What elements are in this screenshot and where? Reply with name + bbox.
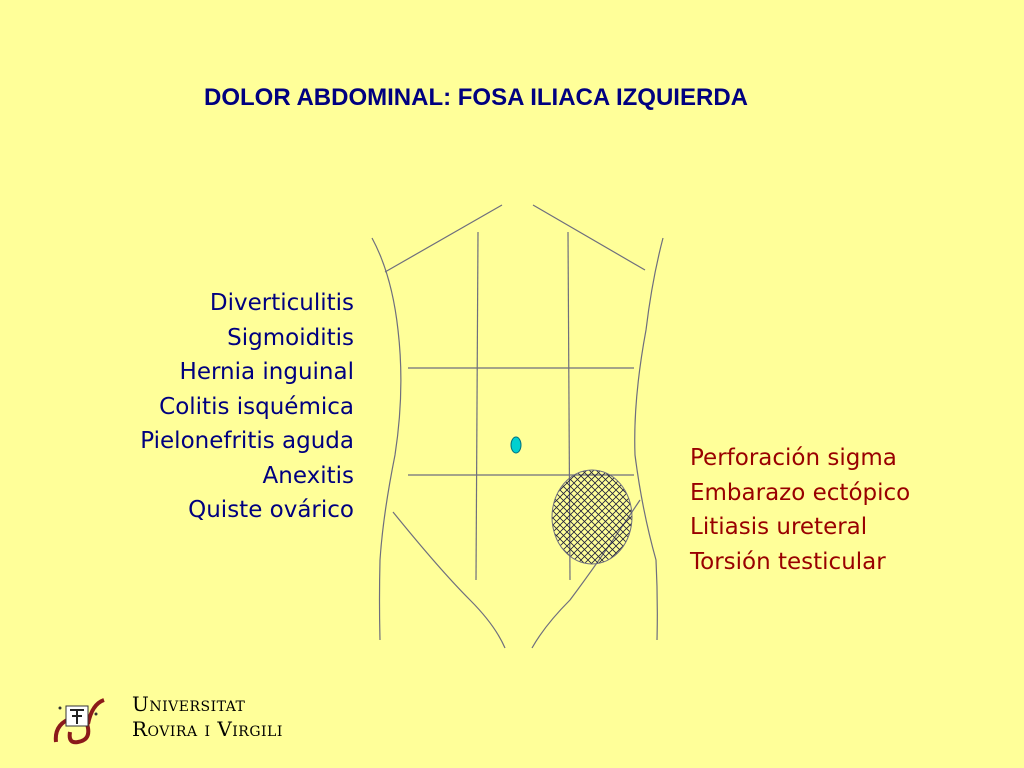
ribcage-right-line <box>533 205 645 270</box>
left-diagnosis-item: Pielonefritis aguda <box>140 428 354 454</box>
right-diagnosis-item: Torsión testicular <box>690 548 886 575</box>
torso-left-contour <box>372 238 401 640</box>
left-diagnosis-item: Anexitis <box>262 462 354 489</box>
groin-left-line <box>393 512 505 648</box>
university-logo <box>52 690 322 750</box>
left-diagnosis-item: Quiste ovárico <box>188 497 354 523</box>
right-diagnosis-item: Embarazo ectópico <box>690 479 911 506</box>
hatched-pain-region <box>552 470 632 564</box>
left-diagnosis-item: Colitis isquémica <box>159 393 354 420</box>
left-diagnosis-item: Hernia inguinal <box>179 359 354 385</box>
right-diagnosis-list <box>690 441 910 579</box>
university-seal-icon <box>52 694 108 746</box>
left-diagnosis-item: Diverticulitis <box>209 290 354 316</box>
left-diagnosis-list <box>140 286 354 528</box>
torso-right-contour <box>635 238 663 640</box>
left-diagnosis-item: Sigmoiditis <box>227 324 354 351</box>
right-diagnosis-item: Litiasis ureteral <box>690 514 868 540</box>
vertical-line-left <box>476 232 478 580</box>
logo-line-2: Rovira i Virgili <box>132 717 283 741</box>
slide-title-text: DOLOR ABDOMINAL: FOSA ILIACA IZQUIERDA <box>204 84 748 111</box>
ribcage-left-line <box>385 205 502 272</box>
navel-marker <box>511 437 521 453</box>
logo-line-1: Universitat <box>132 692 246 716</box>
right-diagnosis-item: Perforación sigma <box>690 445 897 471</box>
